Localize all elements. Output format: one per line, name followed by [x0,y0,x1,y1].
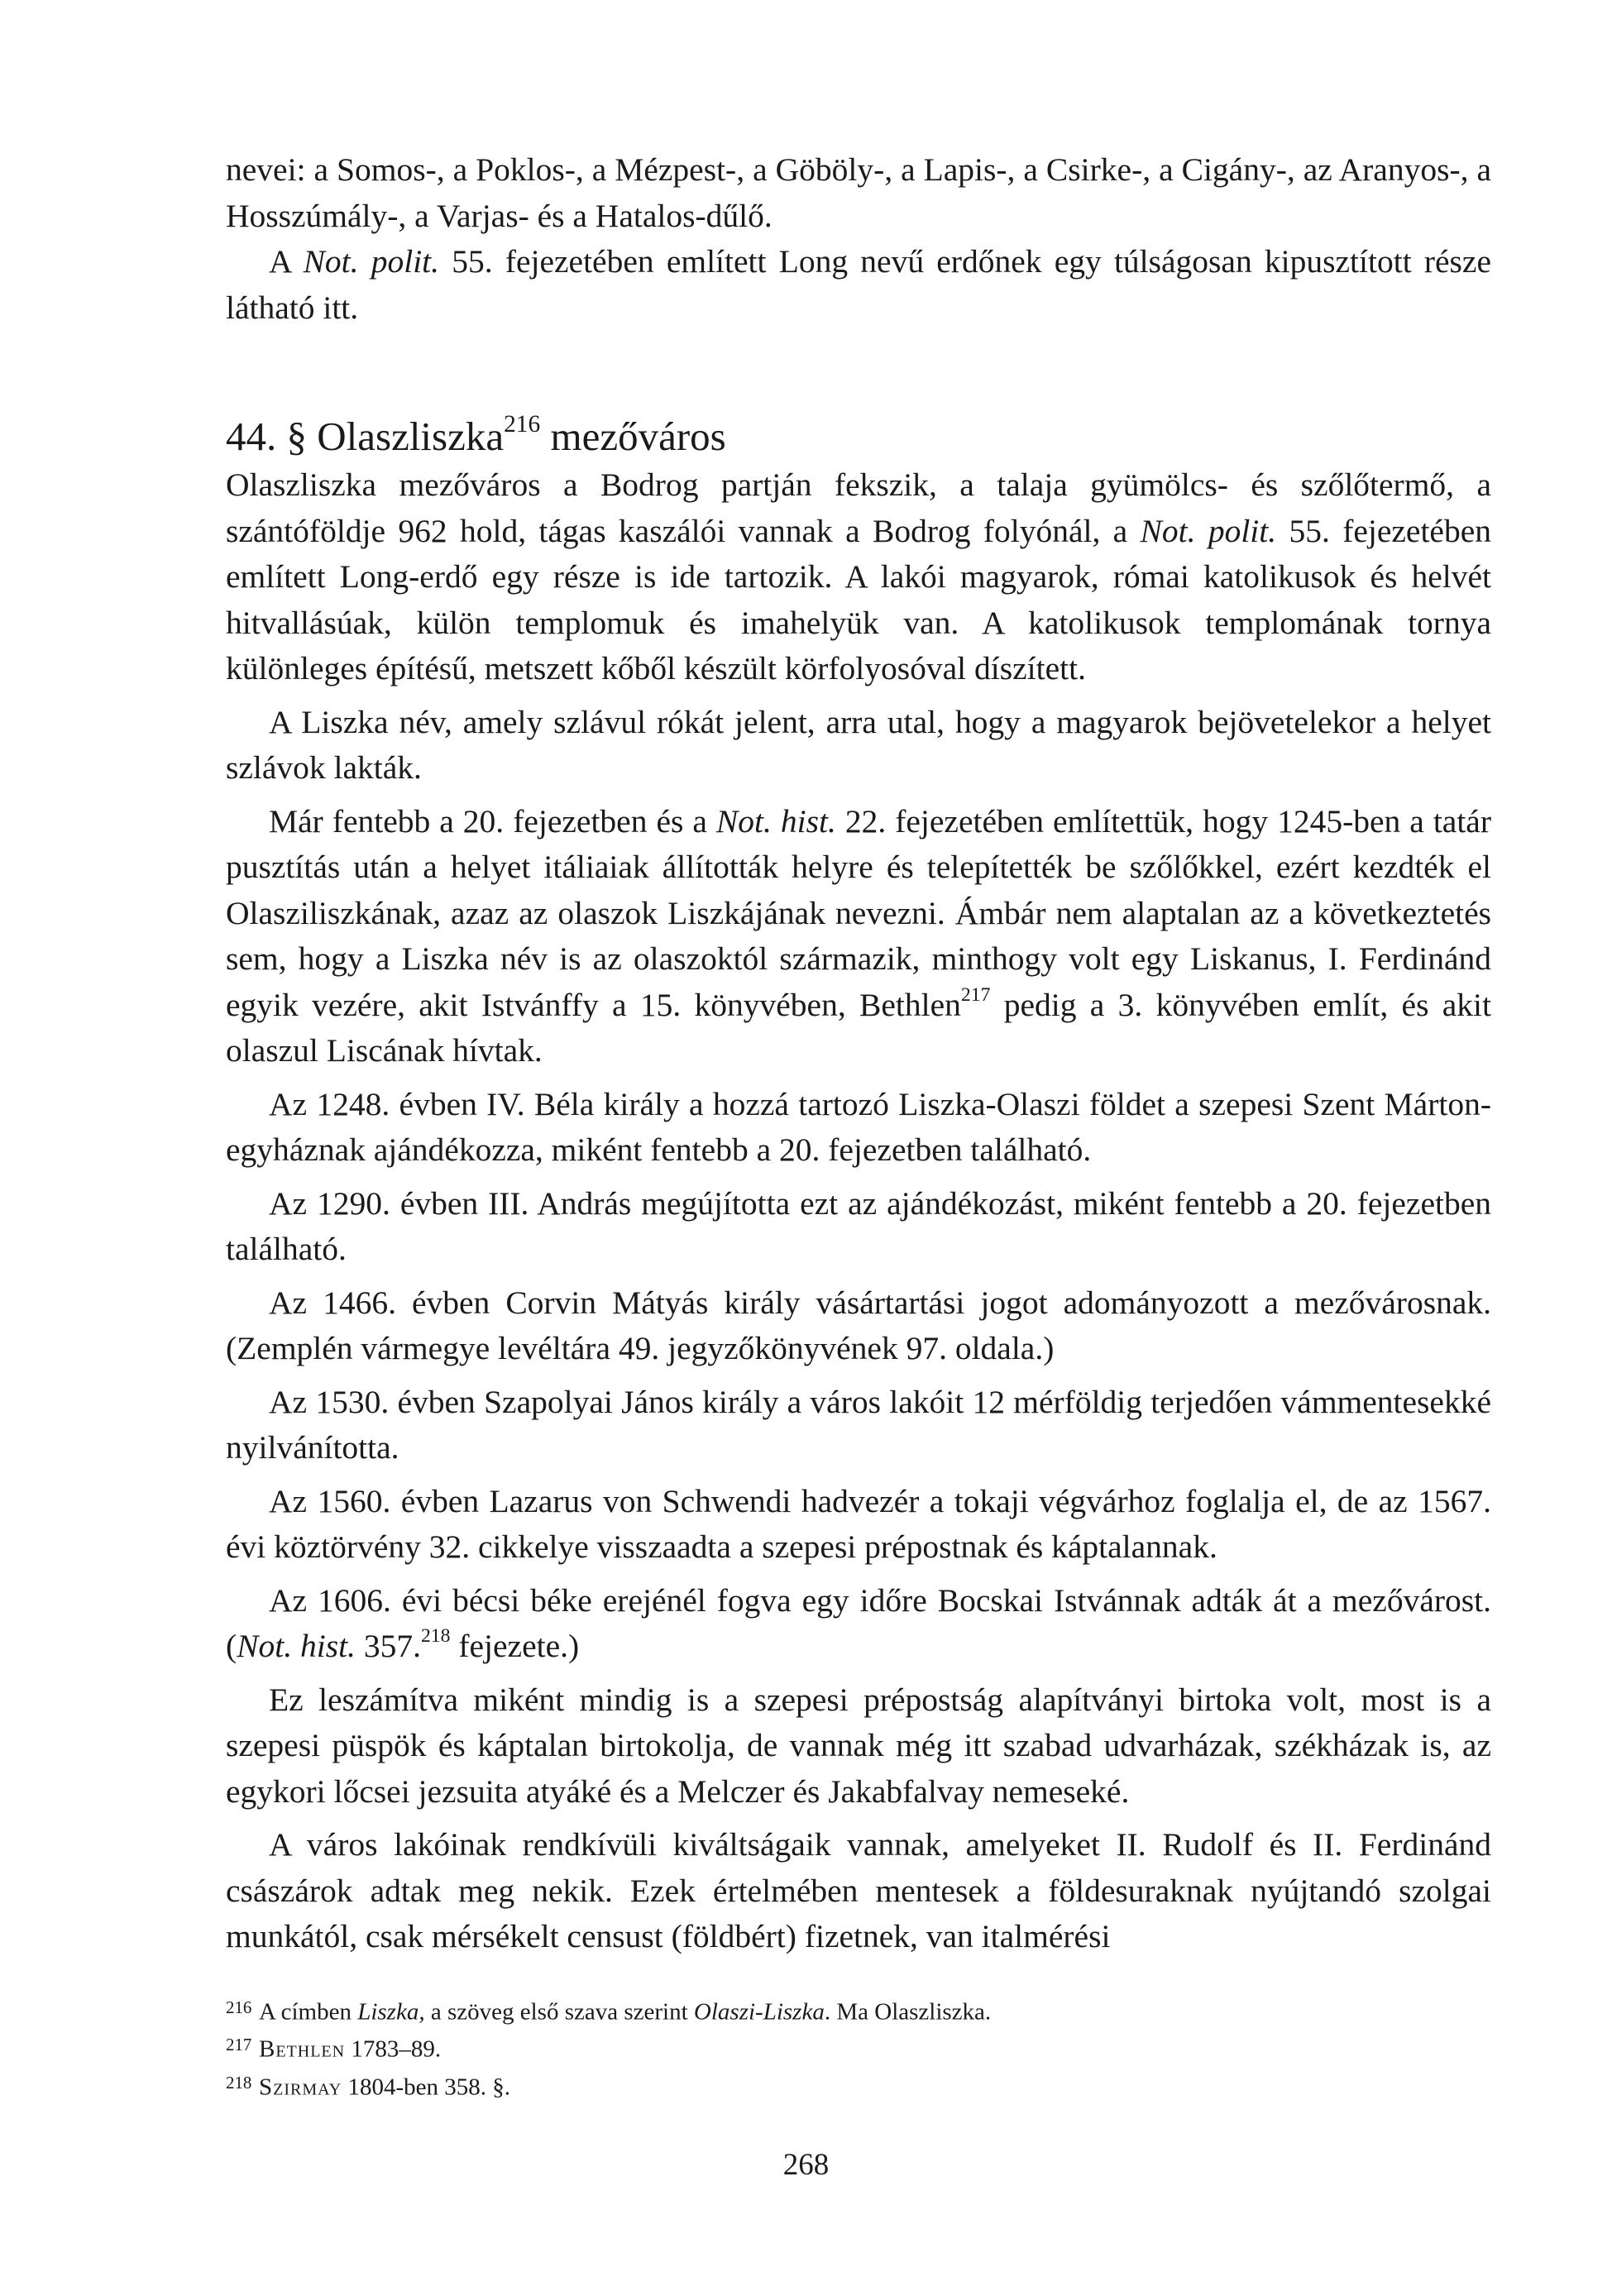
paragraph: A város lakóinak rendkívüli kiváltságaik vannak, amelyeket II. Rudolf és II. Ferdinánd császárok adtak meg nekik. Ezek értelmében mentesek a földesuraknak nyújtandó szolgai munkától, csak mérsékelt censust (földbért) fizetnek, van italmérési [226,1826,1491,1954]
text-run: 55. fejezetében említett Long nevű erdőnek egy túlságosan kipusztított része látható itt. [226,243,1491,326]
paragraph: Az 1290. évben III. András megújította ezt az ajándékozást, miként fentebb a 20. fejezetben található. [226,1184,1491,1267]
footnote-marker: 216 [504,410,541,438]
footnote-number: 216 [226,1997,252,2017]
footnote: 217 Bethlen 1783–89. [226,2028,1491,2065]
italic-ref: Not. hist. [237,1628,356,1664]
footnote: 216 A címben Liszka, a szöveg első szava szerint Olaszi-Liszka. Ma Olaszliszka. [226,1991,1491,2028]
paragraph: Az 1530. évben Szapolyai János király a város lakóit 12 mérföldig terjedően vámmentesekké nyilvánította. [226,1383,1491,1466]
paragraph: Olaszliszka mezőváros a Bodrog partján fekszik, a talaja gyümölcs- és szőlőtermő, a szántóföldje 962 hold, tágas kaszálói vannak a Bodrog folyónál, a Not. polit. 55. fejezetében említett Long-erdő egy része is ide tartozik. A lakói magyarok, római katolikusok és helvét hitvallásúak, külön templomuk és imahelyük van. A katolikusok templomának tornya különleges építésű, metszett kőből készült körfolyosóval díszített. [226,466,1491,686]
paragraph: Az 1606. évi bécsi béke erejénél fogva egy időre Bocskai Istvánnak adták át a mezővárost. (Not. hist. 357.$^{218}$ fejezete.) [226,1581,1491,1664]
footnote-number: 218 [226,2072,252,2093]
paragraph: Az 1466. évben Corvin Mátyás király vásártartási jogot adományozott a mezővárosnak. (Zemplén vármegye levéltára 49. jegyzőkönyvének 97. oldala.) [226,1284,1491,1366]
paragraph: A Liszka név, amely szlávul rókát jelent, arra utal, hogy a magyarok bejövetelekor a helyet szlávok lakták. [226,703,1491,786]
footnote: 218 Szirmay 1804-ben 358. §. [226,2066,1491,2103]
footnote-marker: 217 [960,983,991,1006]
page-number: 268 [782,2148,830,2182]
italic-ref: Not. polit. [1140,512,1277,549]
italic-ref: Not. polit. [303,243,440,280]
paragraph: Már fentebb a 20. fejezetben és a Not. hist. 22. fejezetében említettük, hogy 1245-ben a tatár pusztítás után a helyet itáliaiak állították helyre és telepítették be szőlőkkel, ezért kezdték el Olasziliszkának, azaz az olaszok Liszkájának nevezni. Ámbár nem alaptalan az a következtetés sem, hogy a Liszka név is az olaszoktól származik, minthogy volt egy Liskanus, I. Ferdinánd egyik vezére, akit Istvánffy a 15. könyvében, Bethlen$^{217}$ pedig a 3. könyvében említ, és akit olaszul Liscának hívtak. [226,802,1491,1069]
footnote-marker: 218 [420,1625,451,1648]
paragraph [226,147,1491,239]
footnote-number: 217 [226,2035,252,2055]
italic-ref: Not. hist. [715,802,836,839]
body-text [226,147,1491,1960]
footnotes [226,1991,1491,2103]
text-run: nevei: a Somos-, a Poklos-, a Mézpest-, a Göböly-, a Lapis-, a Csirke-, a Cigány-, az Aranyos-, a Hosszúmály-, a Varjas- és a Hatalos-dűlő. [226,151,1491,234]
paragraph: Ez leszámítva miként mindig is a szepesi prépostság alapítványi birtoka volt, most is a szepesi püspök és káptalan birtokolja, de vannak még itt szabad udvarházak, székházak is, az egykori lőcsei jezsuita atyáké és a Melczer és Jakabfalvay nemeseké. [226,1681,1491,1810]
paragraph: Az 1560. évben Lazarus von Schwendi hadvezér a tokaji végvárhoz foglalja el, de az 1567. évi köztörvény 32. cikkelye visszaadta a szepesi prépostnak és káptalannak. [226,1482,1491,1565]
paragraph: Az 1248. évben IV. Béla király a hozzá tartozó Liszka-Olaszi földet a szepesi Szent Márton-egyháznak ajándékozza, miként fentebb a 20. fejezetben található. [226,1085,1491,1168]
section-heading: 44. § Olaszliszka$^{216}$ mezőváros [226,410,726,459]
paragraph [226,239,1491,331]
text-run: A [269,243,304,280]
